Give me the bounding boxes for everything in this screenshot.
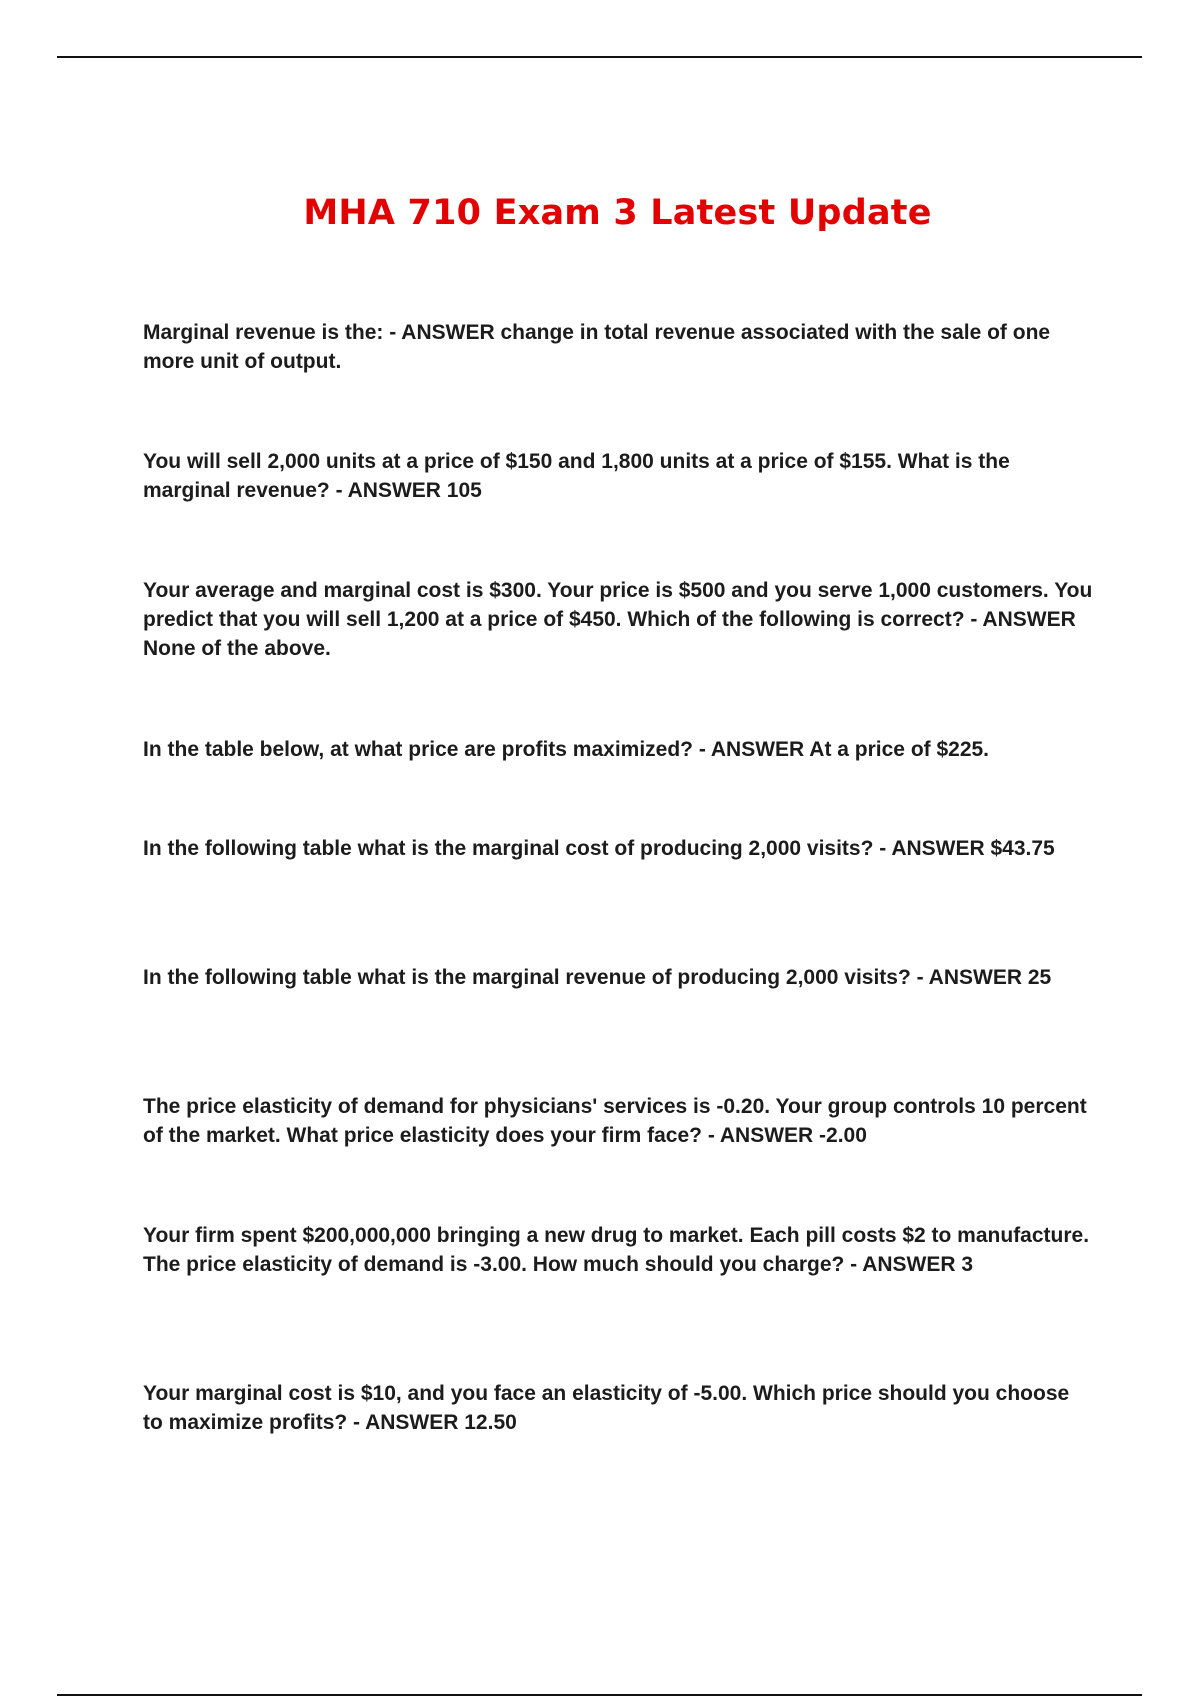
qa-item-4: In the table below, at what price are profits maximized? - ANSWER At a price of $225. [143, 738, 990, 761]
footer-rule [57, 1694, 1142, 1696]
qa-item-2: You will sell 2,000 units at a price of $150 and 1,800 units at a price of $155. What is the marginal revenue? - ANSWER 105 [143, 450, 1010, 502]
qa-item-7: The price elasticity of demand for physicians' services is -0.20. Your group controls 10 percent of the market. What price elasticity does your firm face? - ANSWER -2.00 [143, 1095, 1087, 1147]
qa-item-9: Your marginal cost is $10, and you face an elasticity of -5.00. Which price should you choose to maximize profits? - ANSWER 12.50 [143, 1382, 1070, 1434]
header-rule [57, 56, 1142, 58]
qa-item-3: Your average and marginal cost is $300. Your price is $500 and you serve 1,000 customers. You predict that you will sell 1,200 at a price of $450. Which of the following is correct? - ANSWER None of the above. [143, 579, 1093, 660]
qa-item-6: In the following table what is the marginal revenue of producing 2,000 visits? - ANSWER 25 [143, 966, 1052, 989]
qa-item-5: In the following table what is the marginal cost of producing 2,000 visits? - ANSWER $43.75 [143, 837, 1055, 860]
document-title: MHA 710 Exam 3 Latest Update [303, 193, 932, 233]
qa-item-1: Marginal revenue is the: - ANSWER change in total revenue associated with the sale of one more unit of output. [143, 321, 1051, 373]
qa-item-8: Your firm spent $200,000,000 bringing a new drug to market. Each pill costs $2 to manufacture. The price elasticity of demand is -3.00. How much should you charge? - ANSWER 3 [143, 1224, 1090, 1276]
